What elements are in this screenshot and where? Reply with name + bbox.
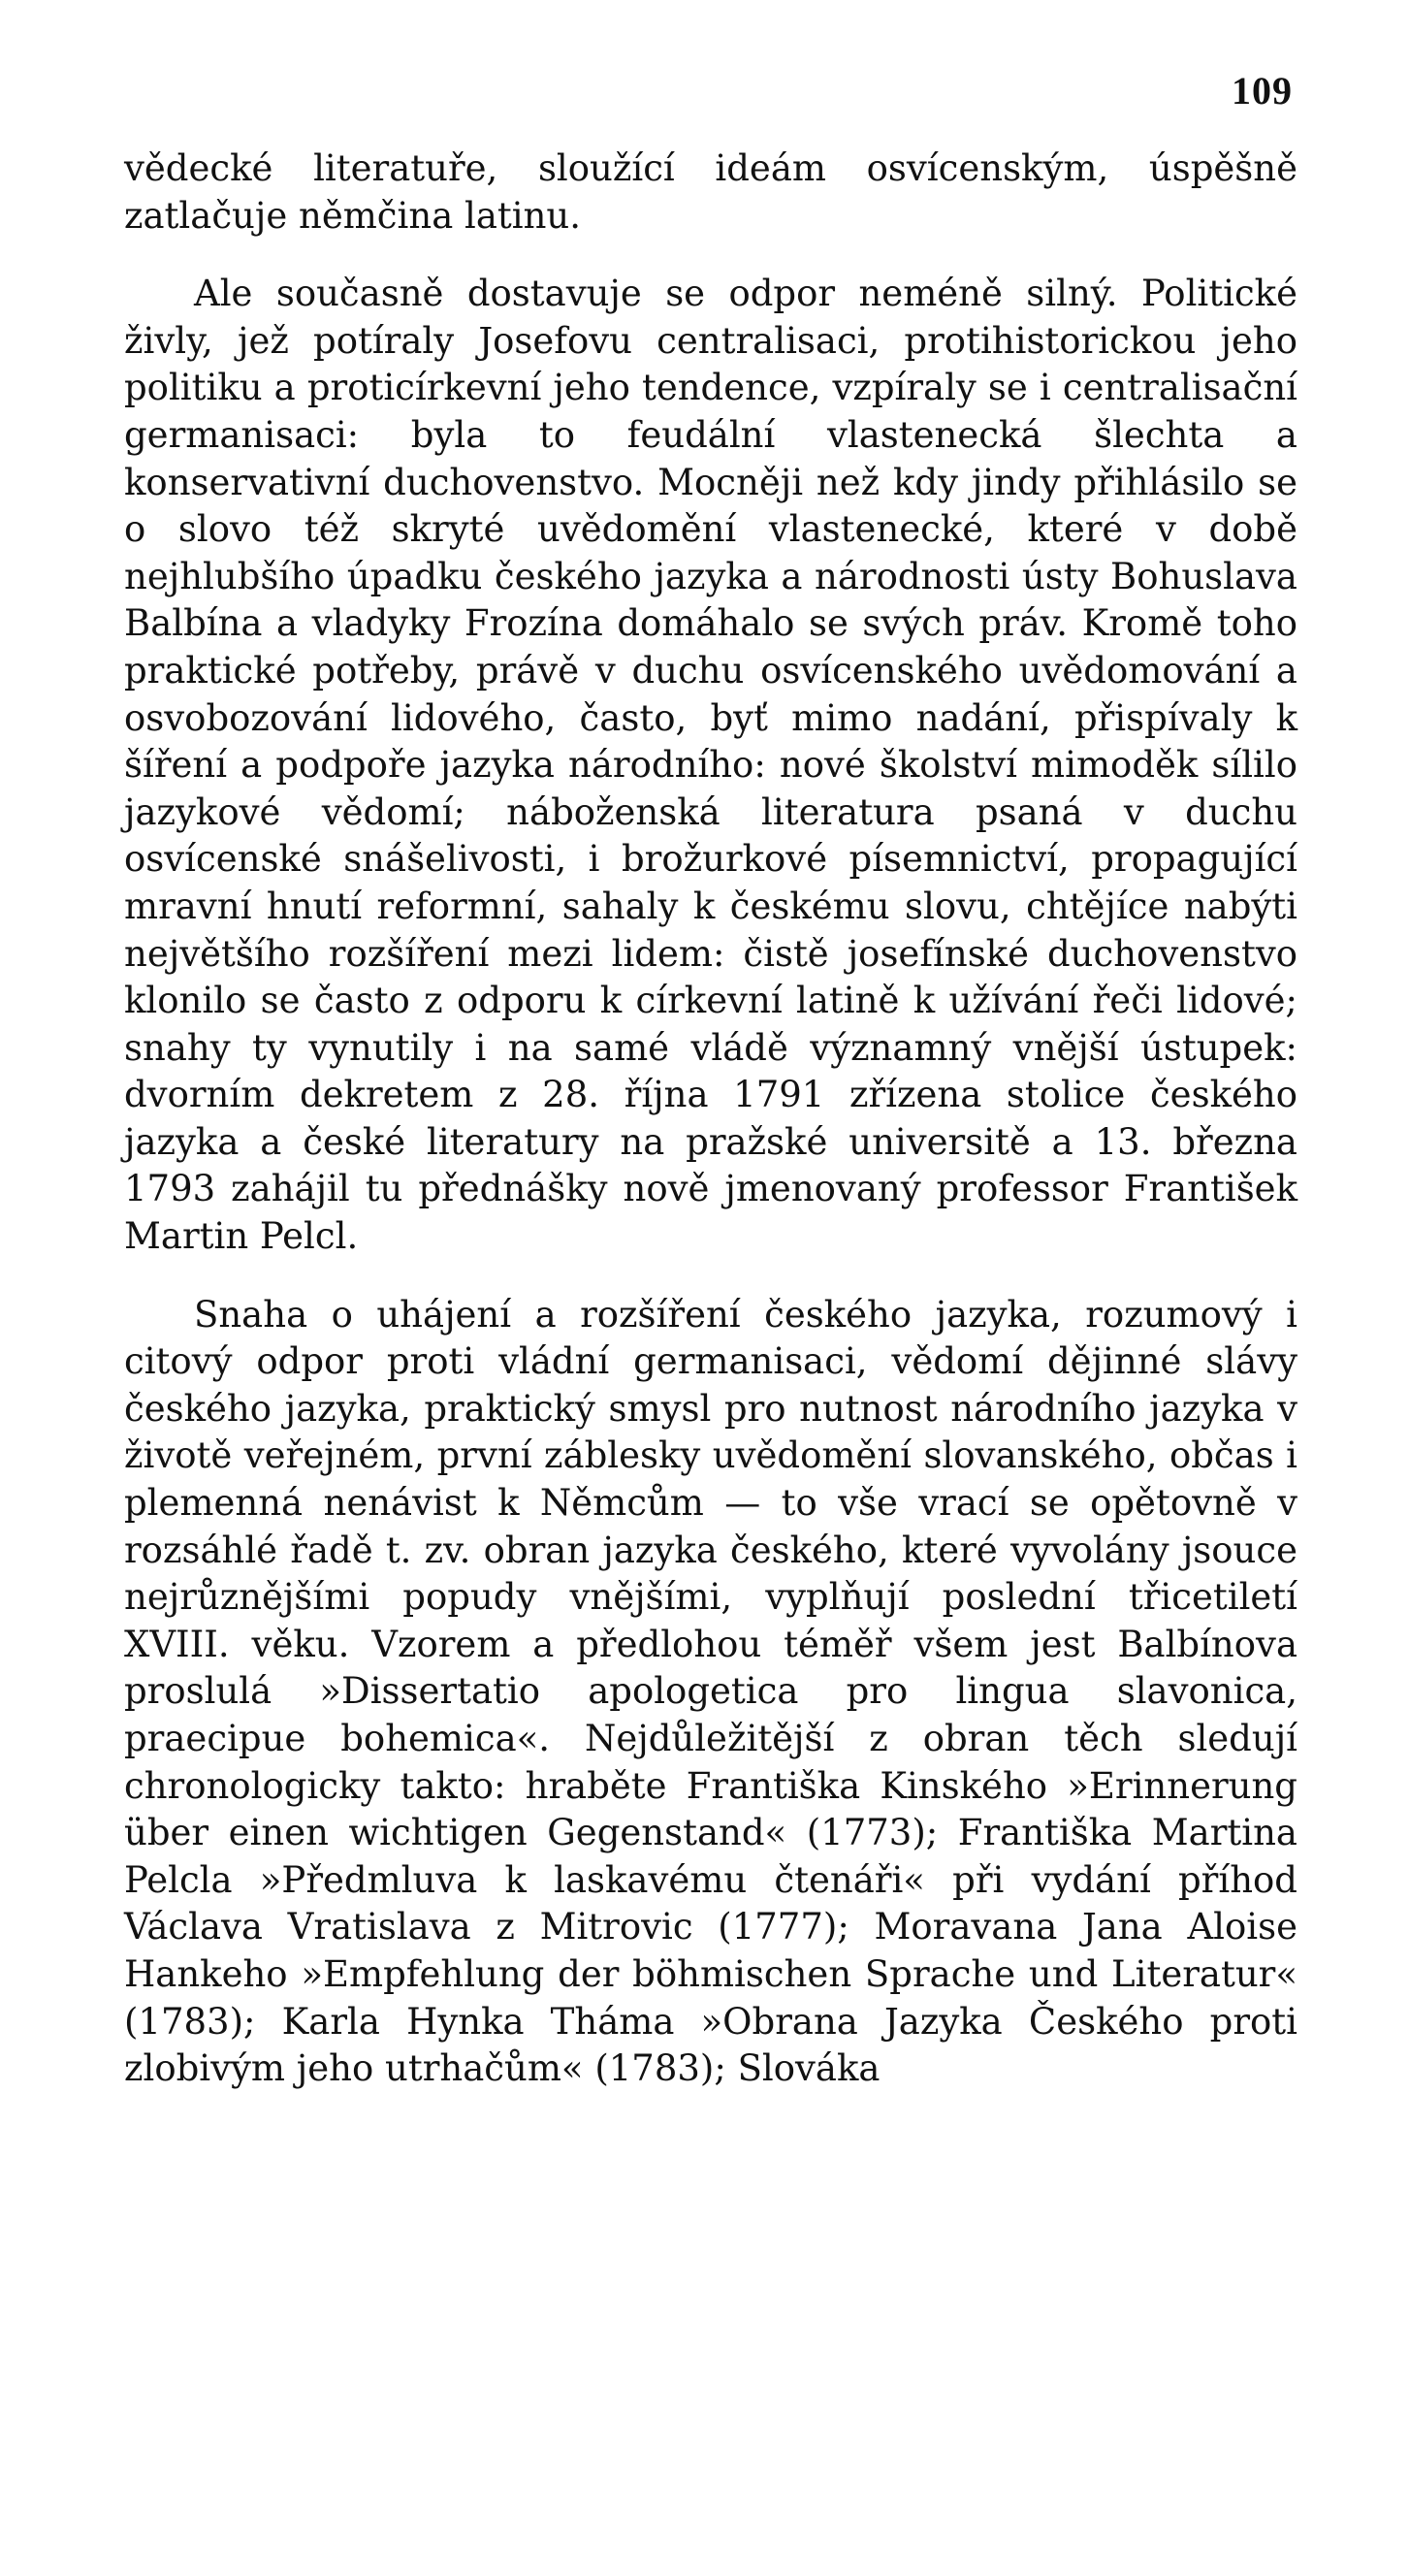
body-text [124, 145, 1297, 2093]
paragraph-1: vědecké literatuře, sloužící ideám osvícenským, úspěšně zatlačuje němčina latinu. [124, 147, 1297, 237]
paragraph-3: Snaha o uhájení a rozšíření českého jazyka, rozumový i citový odpor proti vládní germanisaci, vědomí dějinné slávy českého jazyka, praktický smysl pro nutnost národního jazyka v životě veřejném, první záblesky uvědomění slovanského, občas i plemenná nenávist k Němcům — to vše vrací se opětovně v rozsáhlé řadě t. zv. obran jazyka českého, které vyvolány jsouce nejrůznějšími popudy vnějšími, vyplňují poslední třicetiletí XVIII. věku. Vzorem a předlohou téměř všem jest Balbínova proslulá »Dissertatio apologetica pro lingua slavonica, praecipue bohemica«. Nejdůležitější z obran těch sledují chronologicky takto: hraběte Františka Kinského »Erinnerung über einen wichtigen Gegenstand« (1773); Františka Martina Pelcla »Předmluva k laskavému čtenáři« při vydání příhod Václava Vratislava z Mitrovic (1777); Moravana Jana Aloise Hankeho »Empfehlung der böhmischen Sprache und Literatur« (1783); Karla Hynka Tháma »Obrana Jazyka Českého proti zlobivým jeho utrhačům« (1783); Slováka [124, 1293, 1297, 2090]
paragraph-2: Ale současně dostavuje se odpor neméně silný. Politické živly, jež potíraly Josefovu centralisaci, protihistorickou jeho politiku a proticírkevní jeho tendence, vzpíraly se i centralisační germanisaci: byla to feudální vlastenecká šlechta a konservativní duchovenstvo. Mocněji než kdy jindy přihlásilo se o slovo též skryté uvědomění vlastenecké, které v době nejhlubšího úpadku českého jazyka a národnosti ústy Bohuslava Balbína a vladyky Frozína domáhalo se svých práv. Kromě toho praktické potřeby, právě v duchu osvícenského uvědomování a osvobozování lidového, často, byť mimo nadání, přispívaly k šíření a podpoře jazyka národního: nové školství mimoděk sílilo jazykové vědomí; náboženská literatura psaná v duchu osvícenské snášelivosti, i brožurkové písemnictví, propagující mravní hnutí reformní, sahaly k českému slovu, chtějíce nabýti největšího rozšíření mezi lidem: čistě josefínské duchovenstvo klonilo se často z odporu k církevní latině k užívání řeči lidové; snahy ty vynutily i na samé vládě významný vnější ústupek: dvorním dekretem z 28. října 1791 zřízena stolice českého jazyka a české literatury na pražské universitě a 13. března 1793 zahájil tu přednášky nově jmenovaný professor František Martin Pelcl. [124, 273, 1297, 1258]
page-number: 109 [1232, 69, 1293, 113]
